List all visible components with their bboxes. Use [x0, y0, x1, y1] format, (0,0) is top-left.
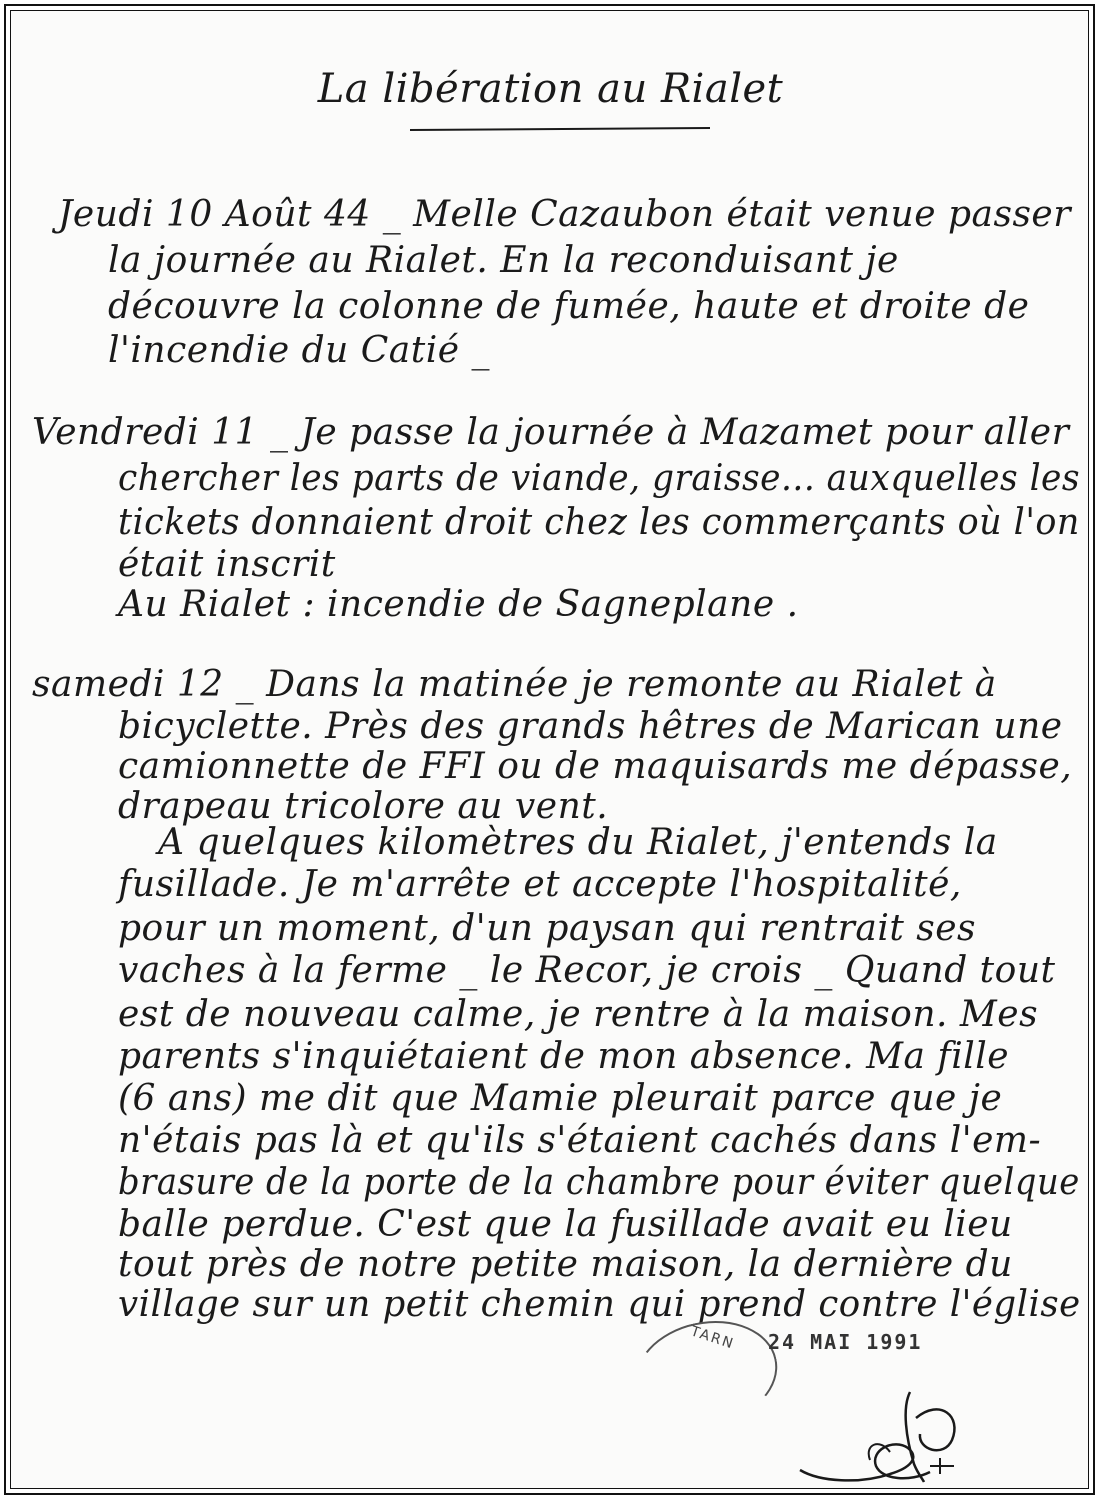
text-line: bicyclette. Près des grands hêtres de Marican une [118, 706, 1063, 747]
text-line: est de nouveau calme, je rentre à la maison. Mes [118, 994, 1039, 1035]
stamp-date: 24 MAI 1991 [768, 1330, 923, 1354]
text-line: village sur un petit chemin qui prend contre l'église [118, 1284, 1081, 1325]
text-line: tout près de notre petite maison, la dernière du [118, 1244, 1013, 1285]
text-line: samedi 12 _ Dans la matinée je remonte au Rialet à [32, 664, 997, 705]
text-line: l'incendie du Catié _ [108, 330, 490, 371]
text-line: Au Rialet : incendie de Sagneplane . [118, 584, 799, 625]
text-line: brasure de la porte de la chambre pour éviter quelque [118, 1162, 1080, 1203]
text-line: Vendredi 11 _ Je passe la journée à Mazamet pour aller [32, 412, 1070, 453]
text-line: n'étais pas là et qu'ils s'étaient cachés dans l'em- [118, 1120, 1042, 1161]
text-line: découvre la colonne de fumée, haute et droite de [108, 286, 1030, 327]
text-line: pour un moment, d'un paysan qui rentrait ses [118, 908, 977, 949]
text-line: vaches à la ferme _ le Recor, je crois _ Quand tout [118, 950, 1056, 991]
document-title: La libération au Rialet [317, 66, 784, 112]
text-line: était inscrit [118, 544, 336, 585]
text-line: la journée au Rialet. En la reconduisant je [108, 240, 899, 281]
text-line: A quelques kilomètres du Rialet, j'entends la [158, 822, 998, 863]
text-line: chercher les parts de viande, graisse... auxquelles les [118, 458, 1081, 499]
text-line: (6 ans) me dit que Mamie pleurait parce que je [118, 1078, 1003, 1119]
signature [790, 1378, 970, 1488]
text-line: balle perdue. C'est que la fusillade avait eu lieu [118, 1204, 1013, 1245]
text-line: parents s'inquiétaient de mon absence. Ma fille [118, 1036, 1010, 1077]
text-line: Jeudi 10 Août 44 _ Melle Cazaubon était venue passer [58, 194, 1071, 235]
text-line: drapeau tricolore au vent. [118, 786, 609, 827]
text-line: fusillade. Je m'arrête et accepte l'hospitalité, [118, 864, 962, 905]
text-line: tickets donnaient droit chez les commerçants où l'on [118, 502, 1080, 543]
stamp-label: TARN [688, 1323, 737, 1353]
text-line: camionnette de FFI ou de maquisards me dépasse, [118, 746, 1073, 787]
